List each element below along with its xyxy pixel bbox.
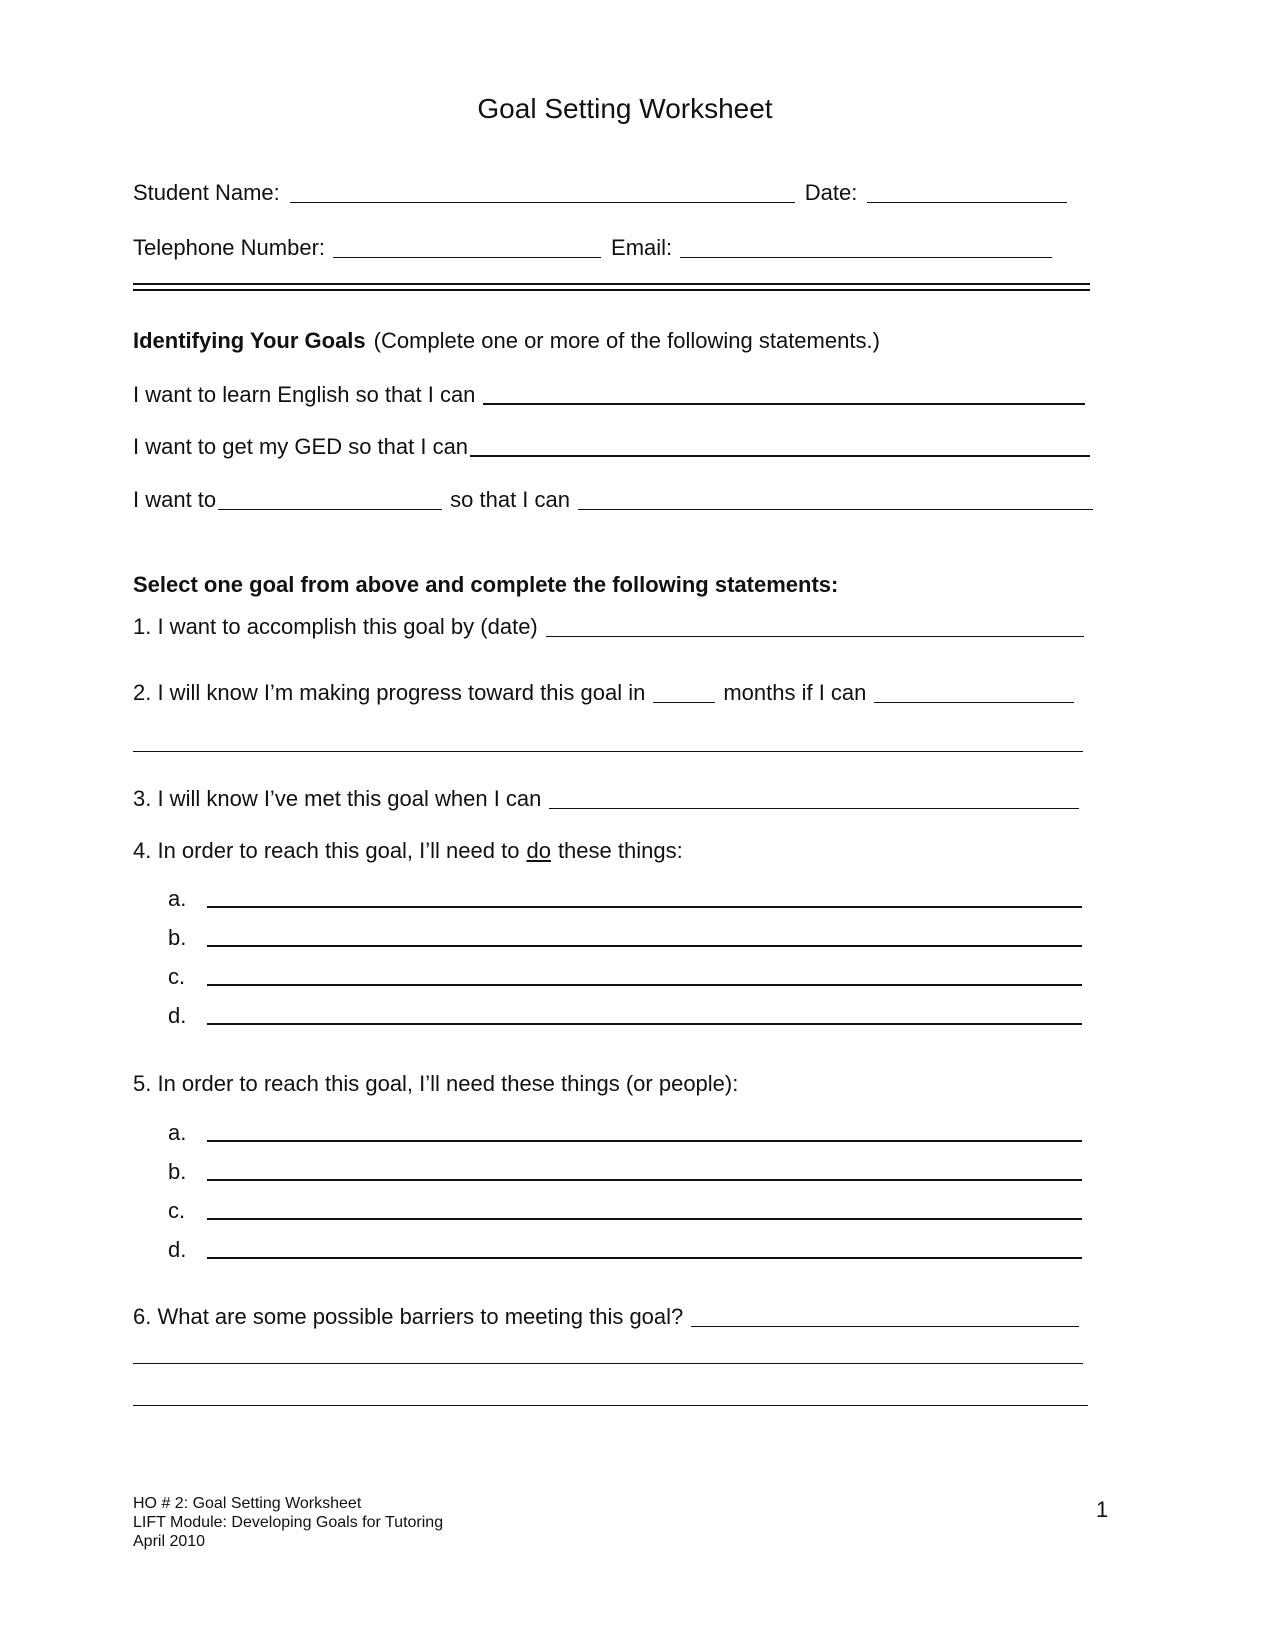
custom-goal-so-that: so that I can bbox=[450, 487, 571, 512]
telephone-row bbox=[133, 235, 1052, 261]
identify-heading-bold: Identifying Your Goals bbox=[133, 328, 366, 353]
q4-letter-a: a. bbox=[168, 886, 187, 911]
q5-item-c-field[interactable] bbox=[207, 1218, 1082, 1220]
divider-bottom bbox=[133, 289, 1090, 291]
email-label: Email: bbox=[611, 235, 673, 260]
q5-letter-c: c. bbox=[168, 1198, 186, 1223]
get-ged-row bbox=[133, 434, 1090, 460]
q4-item-b-field[interactable] bbox=[207, 945, 1082, 947]
q5-letter-b: b. bbox=[168, 1159, 187, 1184]
footer-module: LIFT Module: Developing Goals for Tutoring bbox=[133, 1514, 444, 1531]
q6-continuation-field-2[interactable] bbox=[133, 1405, 1088, 1406]
q6-label: 6. What are some possible barriers to meeting this goal? bbox=[133, 1304, 684, 1329]
student-name-field[interactable] bbox=[290, 202, 795, 203]
q5-item-a-field[interactable] bbox=[207, 1140, 1082, 1142]
q4-do-emphasis: do bbox=[526, 838, 551, 863]
page-number: 1 bbox=[1096, 1497, 1109, 1522]
q5-letter-d: d. bbox=[168, 1237, 187, 1262]
learn-english-field[interactable] bbox=[483, 403, 1085, 405]
q2-label: 2. I will know I’m making progress toward this goal in bbox=[133, 680, 646, 705]
q4-item-c-field[interactable] bbox=[207, 984, 1082, 986]
q2-months-field[interactable] bbox=[653, 702, 715, 703]
learn-english-label: I want to learn English so that I can bbox=[133, 382, 476, 407]
select-heading: Select one goal from above and complete the following statements: bbox=[133, 572, 839, 597]
q1-date-field[interactable] bbox=[546, 636, 1084, 637]
custom-goal-row bbox=[133, 487, 1093, 513]
q6-field[interactable] bbox=[691, 1326, 1079, 1327]
student-name-label: Student Name: bbox=[133, 180, 280, 205]
custom-goal-field[interactable] bbox=[218, 509, 442, 510]
date-field[interactable] bbox=[867, 202, 1067, 203]
q4-row bbox=[133, 838, 683, 864]
q2-continuation-field[interactable] bbox=[133, 751, 1083, 752]
student-name-row bbox=[133, 180, 1067, 206]
q4-item-a-field[interactable] bbox=[207, 906, 1082, 908]
q4-label-b: these things: bbox=[557, 838, 683, 863]
q1-row bbox=[133, 614, 1084, 640]
q1-label: 1. I want to accomplish this goal by (date) bbox=[133, 614, 538, 639]
telephone-label: Telephone Number: bbox=[133, 235, 326, 260]
custom-goal-label: I want to bbox=[133, 487, 217, 512]
q2-row bbox=[133, 680, 1074, 706]
learn-english-row bbox=[133, 382, 1085, 408]
telephone-field[interactable] bbox=[333, 257, 601, 258]
footer-handout-title: HO # 2: Goal Setting Worksheet bbox=[133, 1495, 362, 1512]
identify-heading bbox=[133, 328, 880, 354]
q5-label: 5. In order to reach this goal, I’ll need these things (or people): bbox=[133, 1071, 739, 1096]
q5-letter-a: a. bbox=[168, 1120, 187, 1145]
q4-label: 4. In order to reach this goal, I’ll need to bbox=[133, 838, 520, 863]
email-field[interactable] bbox=[680, 257, 1052, 258]
q3-label: 3. I will know I’ve met this goal when I can bbox=[133, 786, 542, 811]
get-ged-label: I want to get my GED so that I can bbox=[133, 434, 469, 459]
q5-item-d-field[interactable] bbox=[207, 1257, 1082, 1259]
q6-continuation-field-1[interactable] bbox=[133, 1363, 1083, 1364]
q4-letter-d: d. bbox=[168, 1003, 187, 1028]
page-title: Goal Setting Worksheet bbox=[477, 93, 773, 124]
custom-goal-outcome-field[interactable] bbox=[578, 509, 1093, 510]
q5-row bbox=[133, 1071, 738, 1097]
q4-letter-c: c. bbox=[168, 964, 186, 989]
date-label: Date: bbox=[804, 180, 858, 205]
q3-row bbox=[133, 786, 1079, 812]
q2-outcome-field[interactable] bbox=[874, 702, 1074, 703]
footer bbox=[133, 1494, 443, 1551]
footer-date: April 2010 bbox=[133, 1533, 206, 1550]
q2-label-b: months if I can bbox=[723, 680, 867, 705]
q4-letter-b: b. bbox=[168, 925, 187, 950]
identify-heading-instructions: (Complete one or more of the following statements.) bbox=[373, 328, 880, 353]
q4-item-d-field[interactable] bbox=[207, 1023, 1082, 1025]
q6-row bbox=[133, 1304, 1079, 1330]
q3-field[interactable] bbox=[549, 808, 1079, 809]
q5-item-b-field[interactable] bbox=[207, 1179, 1082, 1181]
select-heading-row bbox=[133, 572, 838, 598]
get-ged-field[interactable] bbox=[470, 455, 1090, 457]
divider-top bbox=[133, 283, 1090, 285]
